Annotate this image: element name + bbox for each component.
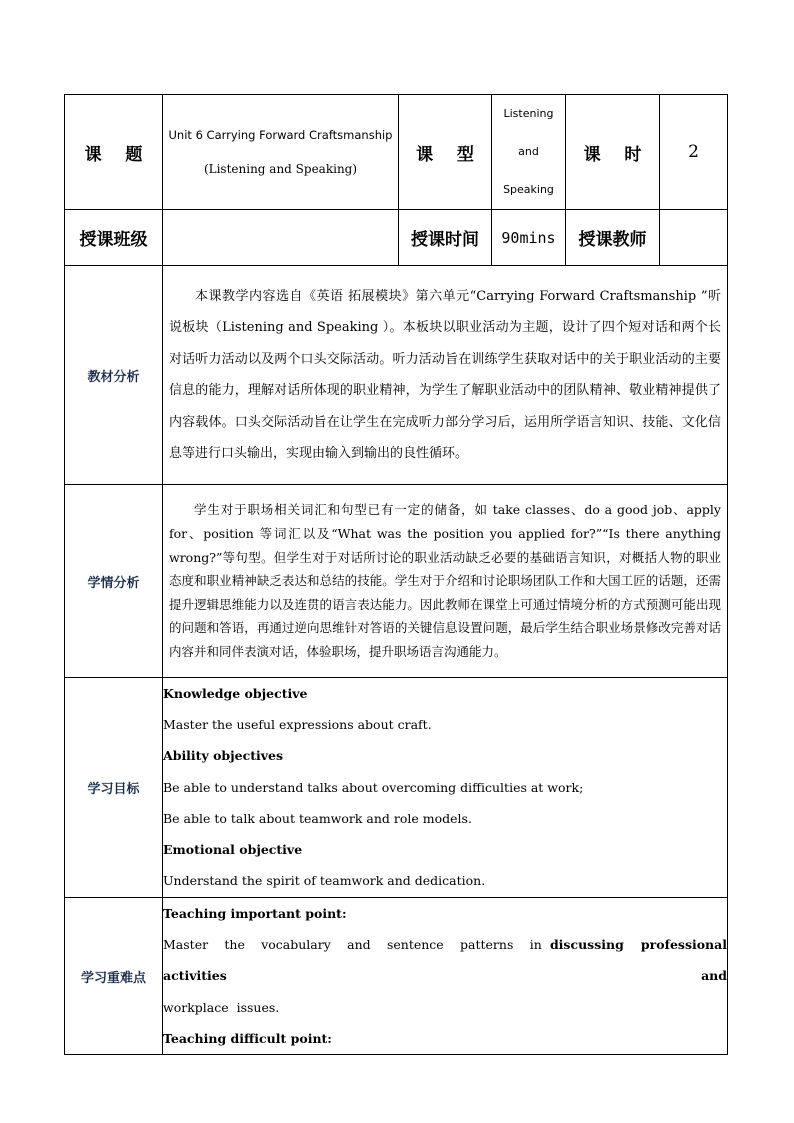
important-text-line2 — [163, 992, 727, 1023]
keypoints-label: 学习重难点 — [65, 898, 163, 1055]
teacher-label: 授课教师 — [566, 210, 660, 266]
important-text-c: workplace issues. — [163, 999, 280, 1015]
class-label: 授课班级 — [65, 210, 163, 266]
important-text-a: Master the vocabulary and sentence patterns in — [163, 937, 542, 953]
ability-heading: Ability objectives — [163, 748, 284, 764]
students-cell — [163, 485, 728, 678]
type-line-3: Speaking — [503, 183, 554, 196]
hours-label: 课 时 — [566, 95, 660, 210]
type-label: 课 型 — [399, 95, 492, 210]
difficult-heading: Teaching difficult point: — [163, 1030, 332, 1046]
ability-text-2: Be able to talk about teamwork and role models. — [163, 810, 472, 826]
time-label: 授课时间 — [399, 210, 492, 266]
keypoints-cell — [163, 898, 736, 1055]
important-heading: Teaching important point: — [163, 906, 347, 921]
knowledge-heading: Knowledge objective — [163, 686, 308, 701]
textbook-text: 本课教学内容选自《英语 拓展模块》第六单元“Carrying Forward Craftsmanship ”听说板块（Listening and Speaking ）。本板块以职业活动为主题，设计了四个短对话和两个长对话听力活动以及两个口头交际活动。听力活动旨在训练学生获取对话中的关于职业活动的主要信息的能力，理解对话所体现的职业精神，为学生了解职业活动中的团队精神、敬业精神提供了内容载体。口头交际活动旨在让学生在完成听力部分学习后，运用所学语言知识、技能、文化信息等进行口头输出，实现由输入到输出的良性循环。 — [169, 288, 721, 461]
knowledge-text: Master the useful expressions about craft. — [163, 717, 432, 733]
type-value — [492, 95, 566, 210]
topic-label: 课 题 — [65, 95, 163, 210]
ability-text-1: Be able to understand talks about overcoming difficulties at work; — [163, 779, 584, 795]
type-line-2: and — [518, 145, 539, 158]
type-line-1: Listening — [503, 107, 554, 120]
objectives-label: 学习目标 — [65, 678, 163, 898]
objectives-row — [65, 678, 728, 898]
students-row — [65, 485, 728, 678]
textbook-label: 教材分析 — [65, 266, 163, 485]
topic-title: Unit 6 Carrying Forward Craftsmanship — [168, 128, 393, 142]
textbook-cell — [163, 266, 728, 485]
class-value — [163, 210, 399, 266]
textbook-row — [65, 266, 728, 485]
topic-value — [163, 95, 399, 210]
important-text-b: discussing professional activities and — [163, 937, 736, 984]
keypoints-row — [65, 898, 728, 1055]
topic-subtitle: (Listening and Speaking) — [203, 162, 358, 176]
emotional-text: Understand the spirit of teamwork and dedication. — [163, 873, 486, 889]
students-label: 学情分析 — [65, 485, 163, 678]
emotional-heading: Emotional objective — [163, 842, 303, 858]
students-text: 学生对于职场相关词汇和句型已有一定的储备，如 take classes、do a good job、apply for、position 等词汇以及“What was the position you applied for?”“Is there anything wrong?”等句型。但学生对于对话所讨论的职业活动缺乏必要的基础语言知识，对概括人物的职业态度和职业精神缺乏表达和总结的技能。学生对于介绍和讨论职场团队工作和大国工匠的话题，还需提升逻辑思维能力以及连贯的语言表达能力。因此教师在课堂上可通过情境分析的方式预测可能出现的问题和答语，再通过逆向思维针对答语的关键信息设置问题，最后学生结合职业场景修改完善对话内容并和同伴表演对话，体验职场，提升职场语言沟通能力。 — [169, 502, 721, 659]
time-value: 90mins — [492, 210, 566, 266]
important-text-line1 — [163, 929, 736, 991]
teacher-value — [660, 210, 728, 266]
lesson-plan-table — [64, 94, 736, 1055]
objectives-cell — [163, 678, 728, 898]
hours-value: 2 — [660, 95, 728, 210]
header-row — [65, 95, 728, 210]
class-row — [65, 210, 728, 266]
